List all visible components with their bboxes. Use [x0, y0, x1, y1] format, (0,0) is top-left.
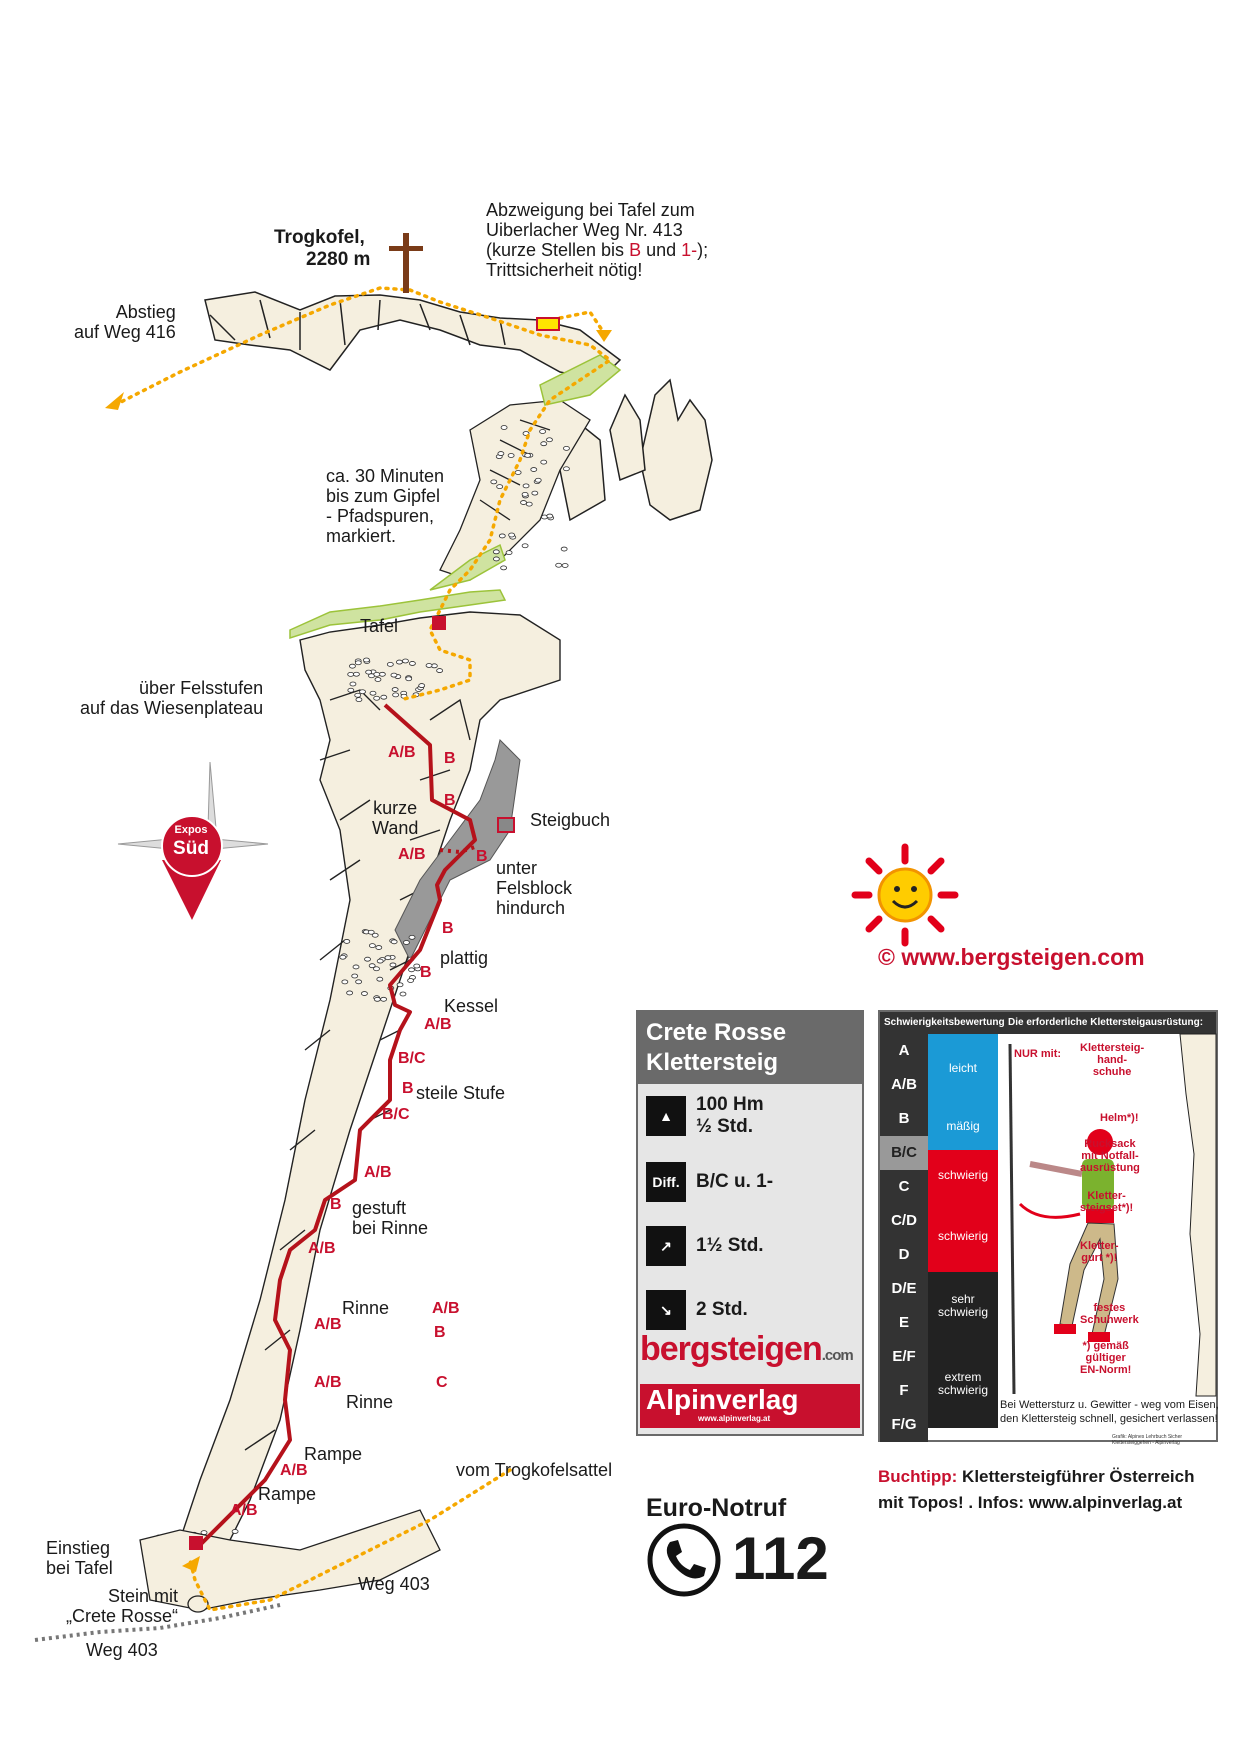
scree-dot	[414, 964, 420, 968]
label-felsblock: unter Felsblock hindurch	[496, 858, 573, 918]
label-weg-403-a: Weg 403	[358, 1574, 430, 1594]
scree-dot	[342, 980, 348, 984]
scree-dot	[376, 946, 382, 950]
scree-dot	[352, 974, 358, 978]
grade-label: B	[434, 1324, 446, 1341]
grade-label: A/B	[230, 1502, 258, 1519]
scree-dot	[355, 693, 361, 697]
scree-dot	[360, 690, 366, 694]
scree-dot	[349, 664, 355, 668]
compass-label-expos: Expos	[174, 824, 208, 836]
scree-dot	[515, 471, 521, 475]
bergsteigen-logo: bergsteigen.com	[640, 1330, 853, 1368]
scree-dot	[491, 480, 497, 484]
info-row-descent-time	[646, 1288, 748, 1332]
scree-dot	[532, 491, 538, 495]
summit-name: Trogkofel,	[274, 227, 365, 248]
label-descent: Abstieg auf Weg 416	[74, 302, 176, 342]
scree-dot	[391, 673, 397, 677]
info-value: 1½ Std.	[696, 1235, 764, 1256]
scree-dot	[375, 678, 381, 682]
scree-dot	[535, 478, 541, 482]
scree-dot	[525, 453, 531, 457]
scree-dot	[437, 669, 443, 673]
grade-scale-item: D/E	[891, 1280, 917, 1297]
summit-ridge	[205, 292, 620, 380]
grade-scale-item: E	[898, 1314, 909, 1331]
scree-dot	[377, 977, 383, 981]
scree-dot	[392, 688, 398, 692]
scree-dot	[350, 682, 356, 686]
scree-dot	[348, 688, 354, 692]
scree-dot	[385, 956, 391, 960]
scree-dot	[391, 940, 397, 944]
scree-dot	[522, 492, 528, 496]
scree-dot	[355, 661, 361, 665]
scree-dot	[348, 672, 354, 676]
scree-dot	[397, 983, 403, 987]
grade-label: A/B	[308, 1240, 336, 1257]
scree-dot	[501, 426, 507, 430]
scree-dot	[390, 963, 396, 967]
scree-dot	[547, 514, 553, 518]
difficulty-header: Schwierigkeitsbewertung Die erforderliche Klettersteigausrüstung:	[880, 1012, 1216, 1034]
scree-dot	[497, 485, 503, 489]
label-vom-sattel: vom Trogkofelsattel	[456, 1460, 613, 1480]
label-steile-stufe: steile Stufe	[416, 1083, 506, 1103]
equipment-label: Helm*)!	[1100, 1112, 1139, 1124]
scree-dot	[409, 968, 415, 972]
scree-dot	[406, 677, 412, 681]
scree-dot	[541, 460, 547, 464]
grade-label: A/B	[398, 846, 426, 863]
label-kessel: Kessel	[444, 996, 499, 1016]
label-stein: Stein mit „Crete Rosse“	[66, 1586, 179, 1626]
scree-dot	[356, 698, 362, 702]
einstieg-marker	[189, 1536, 203, 1550]
scree-dot	[369, 944, 375, 948]
grade-scale-item: C	[898, 1178, 910, 1195]
scree-dot	[366, 670, 372, 674]
graphic-credit: Grafik: Alpines Lehrbuch Sicher Klettersteiggehen - Alpinverlag	[1112, 1434, 1183, 1446]
grade-label: B	[420, 964, 432, 981]
grade-label: B	[442, 920, 454, 937]
equipment-label: Klettersteig- hand- schuhe	[1080, 1042, 1145, 1078]
scree-dot	[522, 544, 528, 548]
difficulty-icon: Diff.	[646, 1162, 686, 1202]
route-info-panel	[636, 1010, 864, 1436]
info-row-ascent-time	[646, 1224, 764, 1268]
scree-dot	[409, 661, 415, 665]
rock-pinnacles	[560, 380, 712, 520]
scree-dot	[353, 965, 359, 969]
grade-label: B	[444, 750, 456, 767]
grade-label: B	[402, 1080, 414, 1097]
scree-dot	[361, 992, 367, 996]
equipment-label: Kletter- gurt *)!	[1080, 1240, 1119, 1264]
grade-scale-item: A/B	[891, 1076, 917, 1093]
equipment-label: *) gemäß gültiger EN-Norm!	[1080, 1340, 1132, 1376]
grade-scale-item: F/G	[891, 1416, 917, 1433]
grade-label: C	[436, 1374, 448, 1391]
difficulty-level: mäßig	[928, 1102, 998, 1150]
scree-dot	[526, 502, 532, 506]
scree-dot	[523, 484, 529, 488]
scree-dot	[509, 533, 515, 537]
grade-scale-item: A	[898, 1042, 910, 1059]
grade-label: A/B	[314, 1374, 342, 1391]
scree-dot	[506, 551, 512, 555]
difficulty-level: sehr schwierig	[928, 1272, 998, 1340]
weather-warning: Bei Wettersturz u. Gewitter - weg vom Eisen, den Klettersteig schnell, gesichert verlassen!	[1000, 1399, 1219, 1425]
scree-dot	[344, 939, 350, 943]
scree-dot	[521, 501, 527, 505]
label-rinne-2: Rinne	[346, 1392, 394, 1412]
label-steigbuch: Steigbuch	[530, 810, 611, 830]
scree-dot	[541, 442, 547, 446]
grade-label: B/C	[382, 1106, 410, 1123]
grade-scale-item: D	[898, 1246, 910, 1263]
scree-dot	[546, 438, 552, 442]
scree-dot	[540, 429, 546, 433]
scree-dot	[381, 997, 387, 1001]
scree-dot	[419, 684, 425, 688]
scree-dot	[393, 693, 399, 697]
alpinverlag-logo: Alpinverlag www.alpinverlag.at	[640, 1384, 860, 1428]
info-value: 2 Std.	[696, 1299, 748, 1320]
scree-dot	[563, 446, 569, 450]
compass-label-sued: Süd	[173, 838, 209, 859]
scree-dot	[493, 557, 499, 561]
label-rampe-1: Rampe	[304, 1444, 363, 1464]
scree-dot	[402, 659, 408, 663]
scree-dot	[374, 672, 380, 676]
grade-label: B	[444, 792, 456, 809]
scree-dot	[374, 997, 380, 1001]
info-row-height	[646, 1094, 764, 1138]
emergency-title: Euro-Notruf	[646, 1494, 787, 1522]
grade-scale-item: C/D	[891, 1212, 917, 1229]
label-thirty-minutes: ca. 30 Minuten bis zum Gipfel - Pfadspuren, markiert.	[326, 466, 445, 546]
label-rinne-1: Rinne	[342, 1298, 390, 1318]
grade-label: A/B	[388, 744, 416, 761]
label-rampe-2: Rampe	[258, 1484, 317, 1504]
hiker-down-icon: ↘	[646, 1290, 686, 1330]
phone-icon	[650, 1526, 718, 1594]
grade-label: A/B	[314, 1316, 342, 1333]
grade-scale-item: B/C	[880, 1136, 928, 1170]
label-branch: Abzweigung bei Tafel zum Uiberlacher Weg Nr. 413 (kurze Stellen bis B und 1-); Trittsicherheit nötig!	[486, 200, 709, 280]
scree-dot	[356, 980, 362, 984]
scree-dot	[365, 957, 371, 961]
label-gestuft: gestuft bei Rinne	[352, 1198, 429, 1238]
scree-dot	[347, 991, 353, 995]
route-title: Crete Rosse Klettersteig	[638, 1012, 862, 1084]
equipment-label: Kletter- steigset*)!	[1080, 1190, 1134, 1214]
summit-sign-marker	[537, 318, 559, 330]
scree-dot	[368, 930, 374, 934]
scree-dot	[403, 940, 409, 944]
equipment-label: Rucksack mit Notfall- ausrüstung	[1080, 1138, 1140, 1174]
scree-dot	[340, 955, 346, 959]
emergency-number: 112	[732, 1525, 829, 1592]
scree-dot	[408, 979, 414, 983]
scree-dot	[409, 935, 415, 939]
info-value: 100 Hm ½ Std.	[696, 1094, 764, 1137]
steigbuch-marker	[498, 818, 514, 832]
scree-dot	[363, 658, 369, 662]
grade-scale-item: F	[899, 1382, 909, 1399]
label-plattig: plattig	[440, 948, 489, 968]
label-kurze-wand: kurze Wand	[372, 798, 419, 838]
website-credit[interactable]: © www.bergsteigen.com	[878, 944, 1145, 970]
label-weg-403-b: Weg 403	[86, 1640, 158, 1660]
grade-label: A/B	[280, 1462, 308, 1479]
difficulty-bars	[928, 1034, 998, 1442]
scree-dot	[499, 534, 505, 538]
summit-cross-icon	[389, 233, 423, 293]
grade-label: A/B	[364, 1164, 392, 1181]
scree-dot	[508, 454, 514, 458]
label-felsstufen: über Felsstufen auf das Wiesenplateau	[80, 678, 264, 718]
scree-dot	[426, 663, 432, 667]
scree-dot	[531, 468, 537, 472]
scree-dot	[498, 452, 504, 456]
equipment-label: festes Schuhwerk	[1080, 1302, 1139, 1326]
scree-dot	[379, 672, 385, 676]
difficulty-level: leicht	[928, 1034, 998, 1102]
scree-dot	[563, 467, 569, 471]
summit-altitude: 2280 m	[306, 249, 371, 270]
scree-dot	[556, 563, 562, 567]
scree-dot	[381, 695, 387, 699]
scree-dot	[353, 672, 359, 676]
book-tip: Buchtipp: Klettersteigführer Österreich mit Topos! . Infos: www.alpinverlag.at	[878, 1467, 1195, 1512]
grade-label: B	[330, 1196, 342, 1213]
scree-dot	[374, 696, 380, 700]
grade-scale-item: B	[898, 1110, 910, 1127]
scree-dot	[387, 662, 393, 666]
nur-mit-label: NUR mit:	[1014, 1048, 1062, 1060]
grade-label: B	[476, 848, 488, 865]
label-einstieg: Einstieg bei Tafel	[46, 1538, 113, 1578]
scree-dot	[561, 547, 567, 551]
grade-scale	[880, 1034, 928, 1442]
scree-dot	[370, 691, 376, 695]
info-value: B/C u. 1-	[696, 1171, 774, 1192]
branch-arrow-icon	[596, 330, 612, 342]
info-row-difficulty	[646, 1160, 773, 1204]
scree-dot	[493, 550, 499, 554]
difficulty-level: schwierig	[928, 1200, 998, 1272]
sun-logo-icon	[855, 847, 955, 943]
scree-dot	[232, 1529, 238, 1533]
difficulty-panel	[878, 1010, 1219, 1446]
label-tafel: Tafel	[360, 616, 399, 636]
grade-scale-item: E/F	[892, 1348, 916, 1365]
grade-label: A/B	[432, 1300, 460, 1317]
grade-label: A/B	[424, 1016, 452, 1033]
climber-icon: ▲	[646, 1096, 686, 1136]
tafel-marker	[432, 616, 446, 630]
scree-dot	[501, 566, 507, 570]
scree-dot	[377, 959, 383, 963]
hiker-up-icon: ↗	[646, 1226, 686, 1266]
difficulty-level: schwierig	[928, 1150, 998, 1200]
scree-dot	[400, 992, 406, 996]
scree-dot	[396, 660, 402, 664]
scree-dot	[373, 967, 379, 971]
scree-dot	[562, 563, 568, 567]
grade-label: B/C	[398, 1050, 426, 1067]
difficulty-level: extrem schwierig	[928, 1340, 998, 1428]
